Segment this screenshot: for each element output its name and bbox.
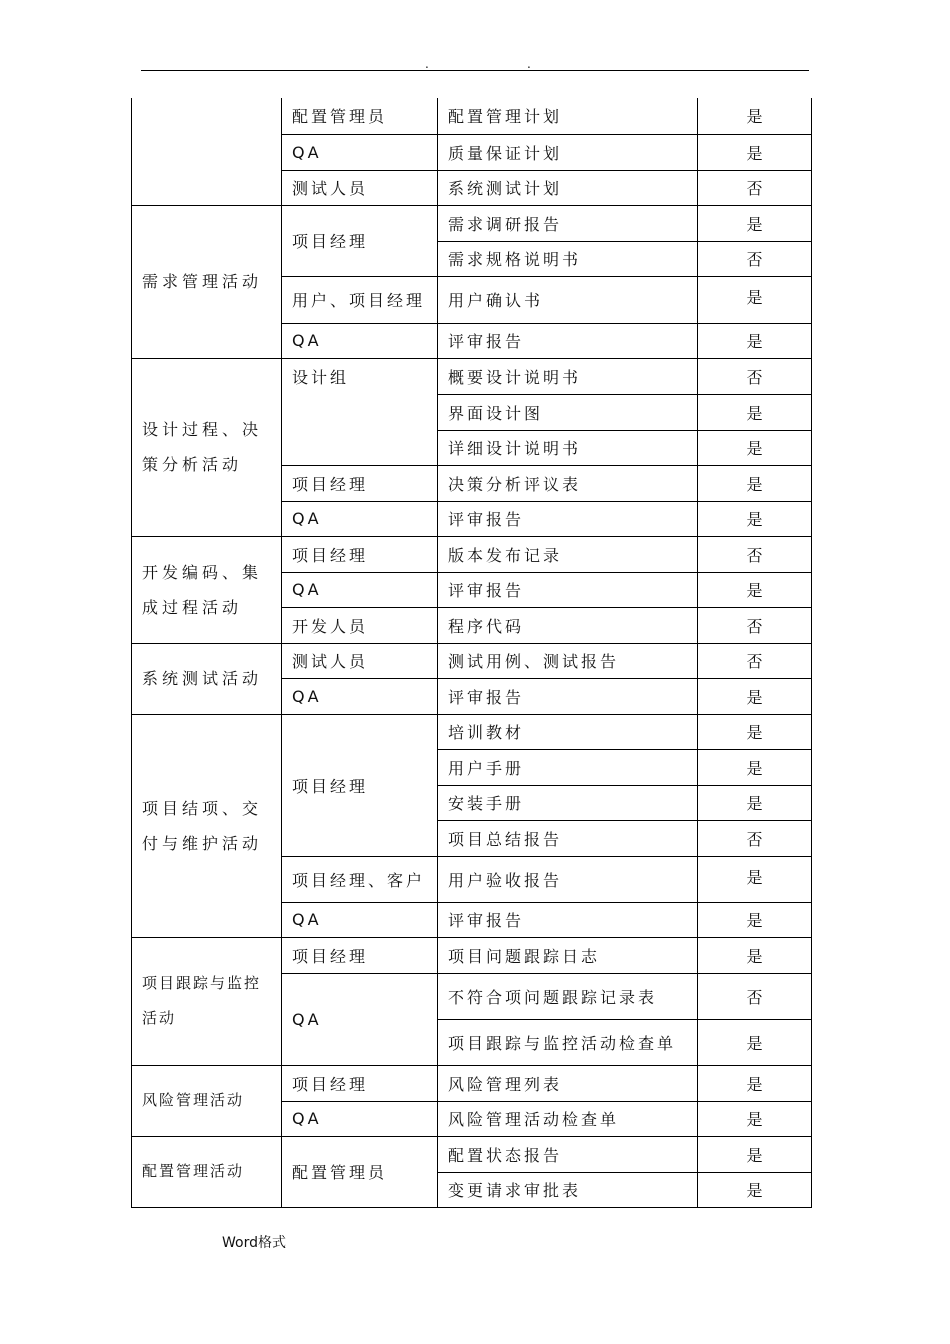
- flag-cell: 否: [698, 973, 812, 1019]
- output-cell: 版本发布记录: [438, 536, 698, 572]
- flag-cell: 否: [698, 536, 812, 572]
- flag-cell: 是: [698, 501, 812, 536]
- output-cell: 界面设计图: [438, 394, 698, 430]
- flag-cell: 是: [698, 714, 812, 749]
- output-cell: 决策分析评议表: [438, 465, 698, 501]
- flag-cell: 是: [698, 1019, 812, 1065]
- flag-cell: 是: [698, 465, 812, 501]
- flag-cell: 否: [698, 643, 812, 678]
- table-row: [132, 937, 812, 973]
- flag-cell: 是: [698, 678, 812, 714]
- table-row: [132, 1065, 812, 1101]
- flag-cell: 是: [698, 1136, 812, 1172]
- output-cell: 评审报告: [438, 902, 698, 937]
- role-cell: QA: [282, 572, 438, 607]
- output-cell: 风险管理列表: [438, 1065, 698, 1101]
- flag-cell: 是: [698, 430, 812, 465]
- output-cell: 需求规格说明书: [438, 241, 698, 276]
- activity-output-table: [131, 98, 812, 1208]
- flag-cell: 是: [698, 134, 812, 170]
- flag-cell: 否: [698, 170, 812, 205]
- role-cell: 项目经理: [282, 937, 438, 973]
- role-cell: 测试人员: [282, 170, 438, 205]
- table-row: [132, 358, 812, 394]
- header-dot-right: .: [527, 57, 531, 71]
- output-cell: 概要设计说明书: [438, 358, 698, 394]
- activity-cell: 项目结项、交付与维护活动: [132, 714, 282, 937]
- role-cell: 项目经理: [282, 1065, 438, 1101]
- role-cell: 项目经理、客户: [282, 856, 438, 902]
- activity-cell: [132, 98, 282, 205]
- header-rule: [141, 70, 809, 71]
- table-row: [132, 536, 812, 572]
- output-cell: 用户验收报告: [438, 856, 698, 902]
- flag-cell: 是: [698, 276, 812, 323]
- role-cell: QA: [282, 678, 438, 714]
- role-cell: 设计组: [282, 358, 438, 465]
- header-dot-left: .: [425, 57, 429, 71]
- activity-cell: 开发编码、集成过程活动: [132, 536, 282, 643]
- output-cell: 项目跟踪与监控活动检查单: [438, 1019, 698, 1065]
- role-cell: 配置管理员: [282, 1136, 438, 1207]
- flag-cell: 是: [698, 98, 812, 134]
- output-cell: 风险管理活动检查单: [438, 1101, 698, 1136]
- role-cell: QA: [282, 1101, 438, 1136]
- output-cell: 评审报告: [438, 678, 698, 714]
- role-cell: 用户、项目经理: [282, 276, 438, 323]
- flag-cell: 是: [698, 749, 812, 785]
- output-cell: 需求调研报告: [438, 205, 698, 241]
- flag-cell: 是: [698, 1101, 812, 1136]
- flag-cell: 是: [698, 572, 812, 607]
- output-cell: 培训教材: [438, 714, 698, 749]
- output-cell: 质量保证计划: [438, 134, 698, 170]
- role-cell: 项目经理: [282, 465, 438, 501]
- role-cell: QA: [282, 973, 438, 1065]
- activity-cell: 系统测试活动: [132, 643, 282, 714]
- role-cell: QA: [282, 902, 438, 937]
- role-cell: 项目经理: [282, 205, 438, 276]
- role-cell: 测试人员: [282, 643, 438, 678]
- output-cell: 评审报告: [438, 323, 698, 358]
- activity-cell: 需求管理活动: [132, 205, 282, 358]
- output-cell: 用户手册: [438, 749, 698, 785]
- output-cell: 评审报告: [438, 572, 698, 607]
- output-cell: 详细设计说明书: [438, 430, 698, 465]
- role-cell: 开发人员: [282, 607, 438, 643]
- table-row: [132, 1136, 812, 1172]
- flag-cell: 否: [698, 241, 812, 276]
- flag-cell: 是: [698, 856, 812, 902]
- table-row: [132, 714, 812, 749]
- output-cell: 项目总结报告: [438, 820, 698, 856]
- activity-cell: 配置管理活动: [132, 1136, 282, 1207]
- role-cell: QA: [282, 323, 438, 358]
- header-dots: [0, 58, 950, 70]
- output-cell: 配置状态报告: [438, 1136, 698, 1172]
- flag-cell: 否: [698, 607, 812, 643]
- output-cell: 配置管理计划: [438, 98, 698, 134]
- flag-cell: 是: [698, 937, 812, 973]
- output-cell: 变更请求审批表: [438, 1172, 698, 1207]
- footer-text: Word格式: [222, 1235, 286, 1251]
- role-cell: 项目经理: [282, 714, 438, 856]
- output-cell: 测试用例、测试报告: [438, 643, 698, 678]
- activity-cell: 项目跟踪与监控活动: [132, 937, 282, 1065]
- flag-cell: 是: [698, 394, 812, 430]
- flag-cell: 是: [698, 1065, 812, 1101]
- table-row: [132, 643, 812, 678]
- flag-cell: 是: [698, 205, 812, 241]
- table-row: [132, 98, 812, 134]
- role-cell: 项目经理: [282, 536, 438, 572]
- flag-cell: 否: [698, 358, 812, 394]
- role-cell: QA: [282, 501, 438, 536]
- flag-cell: 是: [698, 323, 812, 358]
- output-cell: 不符合项问题跟踪记录表: [438, 973, 698, 1019]
- output-cell: 安装手册: [438, 785, 698, 820]
- role-cell: QA: [282, 134, 438, 170]
- flag-cell: 否: [698, 820, 812, 856]
- activity-cell: 设计过程、决策分析活动: [132, 358, 282, 536]
- flag-cell: 是: [698, 902, 812, 937]
- output-cell: 项目问题跟踪日志: [438, 937, 698, 973]
- output-cell: 系统测试计划: [438, 170, 698, 205]
- table-row: [132, 205, 812, 241]
- output-cell: 评审报告: [438, 501, 698, 536]
- activity-cell: 风险管理活动: [132, 1065, 282, 1136]
- flag-cell: 是: [698, 785, 812, 820]
- output-cell: 用户确认书: [438, 276, 698, 323]
- role-cell: 配置管理员: [282, 98, 438, 134]
- output-cell: 程序代码: [438, 607, 698, 643]
- flag-cell: 是: [698, 1172, 812, 1207]
